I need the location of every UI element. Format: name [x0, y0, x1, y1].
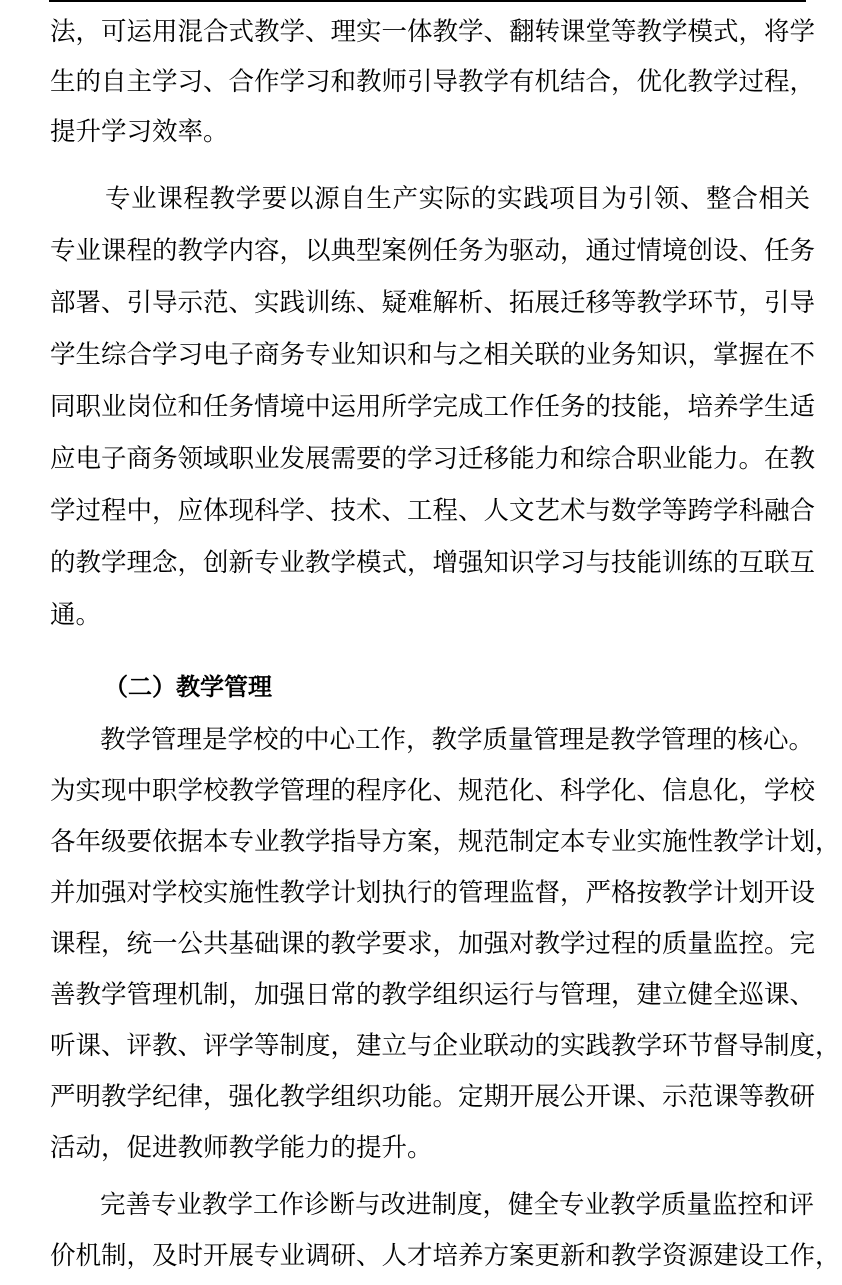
text-line: 善教学管理机制，加强日常的教学组织运行与管理，建立健全巡课、	[50, 980, 816, 1010]
text-line: 的教学理念，创新专业教学模式，增强知识学习与技能训练的互联互	[50, 548, 816, 578]
text-line: 各年级要依据本专业教学指导方案，规范制定本专业实施性教学计划，	[50, 827, 841, 857]
text-line: 活动，促进教师教学能力的提升。	[50, 1133, 433, 1163]
text-line: 完善专业教学工作诊断与改进制度，健全专业教学质量监控和评	[100, 1190, 815, 1220]
text-line: 学生综合学习电子商务专业知识和与之相关联的业务知识，掌握在不	[50, 340, 816, 370]
text-line: 应电子商务领域职业发展需要的学习迁移能力和综合职业能力。在教	[50, 444, 816, 474]
text-line: 专业课程的教学内容，以典型案例任务为驱动，通过情境创设、任务	[50, 236, 816, 266]
section-heading: （二）教学管理	[104, 673, 272, 701]
text-line: 生的自主学习、合作学习和教师引导教学有机结合，优化教学过程，	[50, 67, 816, 97]
text-line: 严明教学纪律，强化教学组织功能。定期开展公开课、示范课等教研	[50, 1082, 816, 1112]
text-line: 同职业岗位和任务情境中运用所学完成工作任务的技能，培养学生适	[50, 392, 816, 422]
text-line: 价机制，及时开展专业调研、人才培养方案更新和教学资源建设工作，	[50, 1241, 841, 1271]
text-line: 课程，统一公共基础课的教学要求，加强对教学过程的质量监控。完	[50, 929, 816, 959]
text-line: 专业课程教学要以源自生产实际的实践项目为引领、整合相关	[105, 184, 810, 214]
top-rule	[49, 0, 806, 2]
text-line: 教学管理是学校的中心工作，教学质量管理是教学管理的核心。	[100, 725, 815, 755]
text-line: 通。	[50, 600, 102, 630]
text-line: 听课、评教、评学等制度，建立与企业联动的实践教学环节督导制度，	[50, 1031, 841, 1061]
text-line: 并加强对学校实施性教学计划执行的管理监督，严格按教学计划开设	[50, 878, 816, 908]
text-line: 学过程中，应体现科学、技术、工程、人文艺术与数学等跨学科融合	[50, 496, 816, 526]
text-line: 为实现中职学校教学管理的程序化、规范化、科学化、信息化，学校	[50, 776, 816, 806]
text-line: 法，可运用混合式教学、理实一体教学、翻转课堂等教学模式，将学	[50, 17, 816, 47]
text-line: 提升学习效率。	[50, 117, 229, 147]
text-line: 部署、引导示范、实践训练、疑难解析、拓展迁移等教学环节，引导	[50, 288, 816, 318]
